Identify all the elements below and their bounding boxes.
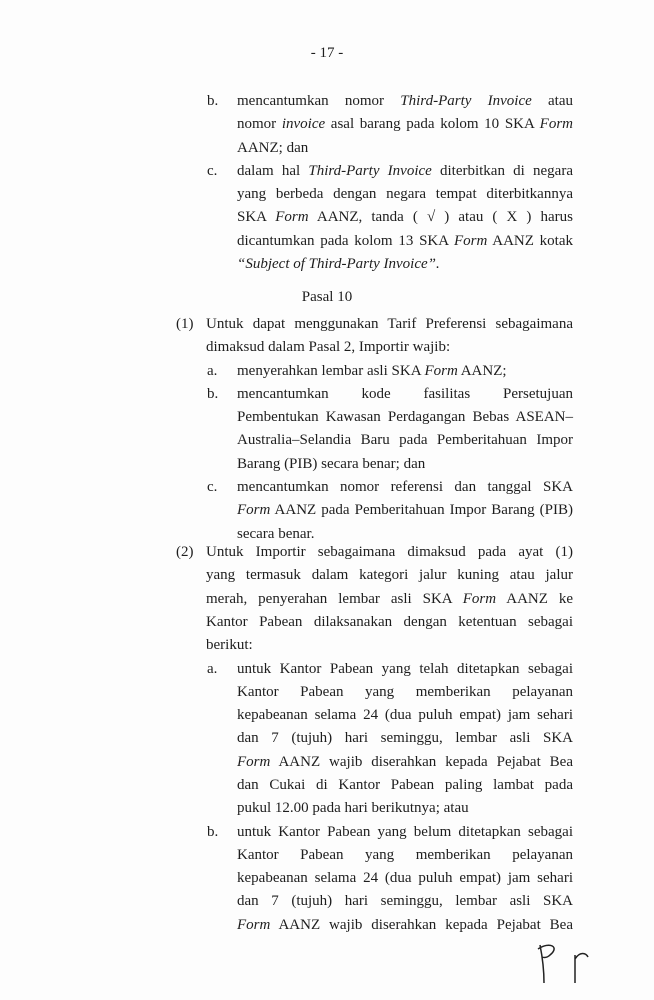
list-item-text bbox=[237, 821, 573, 937]
text-line: Barang (PIB) secara benar; dan bbox=[237, 455, 426, 472]
list-label: b. bbox=[207, 93, 219, 109]
text-line: SKA Form AANZ, tanda ( √ ) atau ( X ) harus bbox=[237, 209, 573, 226]
text-line: pukul 12.00 pada hari berikutnya; atau bbox=[237, 800, 469, 817]
text-line: yang berbeda dengan negara tempat diterbitkannya bbox=[237, 186, 573, 203]
text-line: Untuk Importir sebagaimana dimaksud pada ayat (1) bbox=[206, 544, 573, 560]
text-line: Kantor Pabean dilaksanakan dengan ketentuan sebagai bbox=[206, 613, 573, 630]
text-line: Untuk dapat menggunakan Tarif Preferensi sebagaimana bbox=[206, 316, 573, 332]
text-line: dan 7 (tujuh) hari seminggu, lembar asli SKA bbox=[237, 893, 573, 910]
text-line: berikut: bbox=[206, 637, 253, 654]
text-line: untuk Kantor Pabean yang belum ditetapkan sebagai bbox=[237, 823, 573, 840]
list-item-text bbox=[206, 313, 573, 360]
list-item-text bbox=[237, 383, 573, 476]
text-line: secara benar. bbox=[237, 525, 315, 542]
list-label: a. bbox=[207, 362, 218, 379]
text-line: Form AANZ wajib diserahkan kepada Pejabat Bea bbox=[237, 916, 573, 933]
article-title: Pasal 10 bbox=[301, 289, 353, 305]
list-item-text bbox=[237, 658, 573, 821]
list-label: b. bbox=[207, 385, 219, 402]
list-item-text bbox=[237, 476, 573, 546]
list-label: c. bbox=[207, 162, 218, 179]
text-line: untuk Kantor Pabean yang telah ditetapkan sebagai bbox=[237, 660, 573, 677]
text-line: Form AANZ wajib diserahkan kepada Pejabat Bea bbox=[237, 753, 573, 770]
text-line: dan Cukai di Kantor Pabean paling lambat pada bbox=[237, 776, 573, 793]
list-label: (1) bbox=[176, 316, 194, 332]
text-line: AANZ; dan bbox=[237, 139, 309, 156]
text-line: dimaksud dalam Pasal 2, Importir wajib: bbox=[206, 339, 451, 356]
text-line: menyerahkan lembar asli SKA Form AANZ; bbox=[237, 362, 507, 379]
text-line: kepabeanan selama 24 (dua puluh empat) jam sehari bbox=[237, 870, 573, 887]
list-label: c. bbox=[207, 479, 218, 496]
text-line: merah, penyerahan lembar asli SKA Form AANZ ke bbox=[206, 590, 573, 607]
text-line: nomor invoice asal barang pada kolom 10 SKA Form bbox=[237, 116, 573, 133]
text-line: Form AANZ pada Pemberitahuan Impor Barang (PIB) bbox=[237, 502, 573, 519]
list-item-text bbox=[206, 541, 573, 657]
text-line: Kantor Pabean yang memberikan pelayanan bbox=[237, 846, 573, 863]
page-number: - 17 - bbox=[310, 45, 344, 61]
list-item-text bbox=[237, 160, 573, 276]
text-line: mencantumkan nomor Third-Party Invoice atau bbox=[237, 93, 574, 109]
text-line: Kantor Pabean yang memberikan pelayanan bbox=[237, 683, 573, 700]
text-line: yang termasuk dalam kategori jalur kuning atau jalur bbox=[206, 567, 573, 584]
list-item-text bbox=[237, 360, 573, 383]
list-label: a. bbox=[207, 660, 218, 677]
text-line: Australia–Selandia Baru pada Pemberitahuan Impor bbox=[237, 432, 573, 449]
list-label: (2) bbox=[176, 544, 194, 560]
text-line: dan 7 (tujuh) hari seminggu, lembar asli SKA bbox=[237, 730, 573, 747]
text-line: dicantumkan pada kolom 13 SKA Form AANZ kotak bbox=[237, 232, 573, 249]
text-line: mencantumkan kode fasilitas Persetujuan bbox=[237, 385, 573, 402]
text-line: kepabeanan selama 24 (dua puluh empat) jam sehari bbox=[237, 707, 573, 724]
list-label: b. bbox=[207, 823, 219, 840]
text-line: mencantumkan nomor referensi dan tanggal SKA bbox=[237, 479, 573, 496]
text-line: Pembentukan Kawasan Perdagangan Bebas ASEAN– bbox=[237, 409, 573, 426]
list-item-text bbox=[237, 90, 573, 160]
text-line: dalam hal Third-Party Invoice diterbitkan di negara bbox=[237, 162, 573, 179]
initials-signature bbox=[530, 935, 600, 985]
text-line: “Subject of Third-Party Invoice”. bbox=[237, 256, 440, 273]
